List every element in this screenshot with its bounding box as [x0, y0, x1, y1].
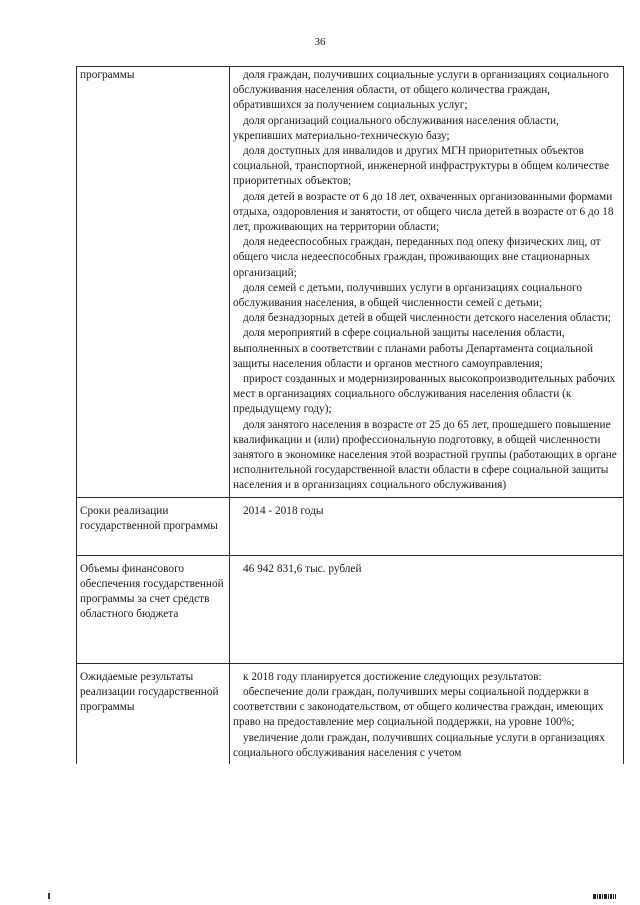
indicator-item: доля занятого населения в возрасте от 25 до 65 лет, прошедшего повышение квалификации и (или) профессиональную подготовку, в общей численности занятого в экономике населения этой возрастной группы (работающих в органе исполнительной государственной власти области в сфере социальной защиты населения и в организациях социального обслуживания): [233, 418, 617, 492]
table-row-deadlines: [77, 497, 624, 555]
indicator-item: доля недееспособных граждан, переданных под опеку физических лиц, от общего числа недееспособных граждан, проживающих вне стационарных организаций;: [233, 236, 601, 279]
result-item: увеличение доли граждан, получивших социальные услуги в организациях социального обслуживания населения с учетом: [233, 731, 605, 759]
result-item: к 2018 году планируется достижение следующих результатов:: [243, 670, 542, 683]
table-row-funding: [77, 555, 624, 663]
indicators-list: [230, 67, 624, 498]
deadlines-value: 2014 - 2018 годы: [243, 504, 324, 517]
table-row-results: [77, 663, 624, 764]
row-value-funding: [230, 555, 624, 663]
row-label-funding: Объемы финансового обеспечения государственной программы за счет средств областного бюджета: [77, 555, 230, 663]
row-label-program: программы: [77, 67, 230, 498]
indicator-item: доля доступных для инвалидов и других МГН приоритетных объектов социальной, транспортной, инженерной инфраструктуры в общем количестве приоритетных объектов;: [233, 145, 610, 188]
funding-value: 46 942 831,6 тыс. рублей: [243, 562, 362, 575]
scan-margin-mark: [48, 893, 50, 899]
row-value-deadlines: [230, 497, 624, 555]
indicator-item: прирост созданных и модернизированных высокопроизводительных рабочих мест в организациях социального обслуживания населения области (к предыдущему году);: [233, 373, 616, 416]
row-label-results: Ожидаемые результаты реализации государственной программы: [77, 663, 230, 764]
indicator-item: доля безнадзорных детей в общей численности детского населения области;: [243, 312, 611, 325]
indicator-item: доля организаций социального обслуживания населения области, укрепивших материально-техническую базу;: [233, 114, 559, 142]
program-passport-table: [76, 66, 624, 764]
results-list: [230, 663, 624, 764]
indicator-item: доля мероприятий в сфере социальной защиты населения области, выполненных в соответствии с планами работы Департамента социальной защиты населения области и органов местного самоуправления;: [233, 327, 594, 370]
result-item: обеспечение доли граждан, получивших меры социальной поддержки в соответствии с законодательством, от общего количества граждан, имеющих право на предоставление мер социальной поддержки, на уровне 100%;: [233, 685, 604, 729]
barcode-mark: [593, 894, 616, 899]
table-row-indicators: [77, 67, 624, 498]
indicator-item: доля детей в возрасте от 6 до 18 лет, охваченных организованными формами отдыха, оздоровления и занятости, от общего числа детей в возрасте от 6 до 18 лет, проживающих на территории области;: [233, 190, 614, 234]
indicator-item: доля граждан, получивших социальные услуги в организациях социального обслуживания населения области, от общего количества граждан, обратившихся за получением социальных услуг;: [233, 69, 609, 112]
page-number: 36: [314, 36, 326, 48]
row-label-deadlines: Сроки реализации государственной программы: [77, 497, 230, 555]
indicator-item: доля семей с детьми, получивших услуги в организациях социального обслуживания населения, в общей численности семей с детьми;: [233, 281, 582, 310]
